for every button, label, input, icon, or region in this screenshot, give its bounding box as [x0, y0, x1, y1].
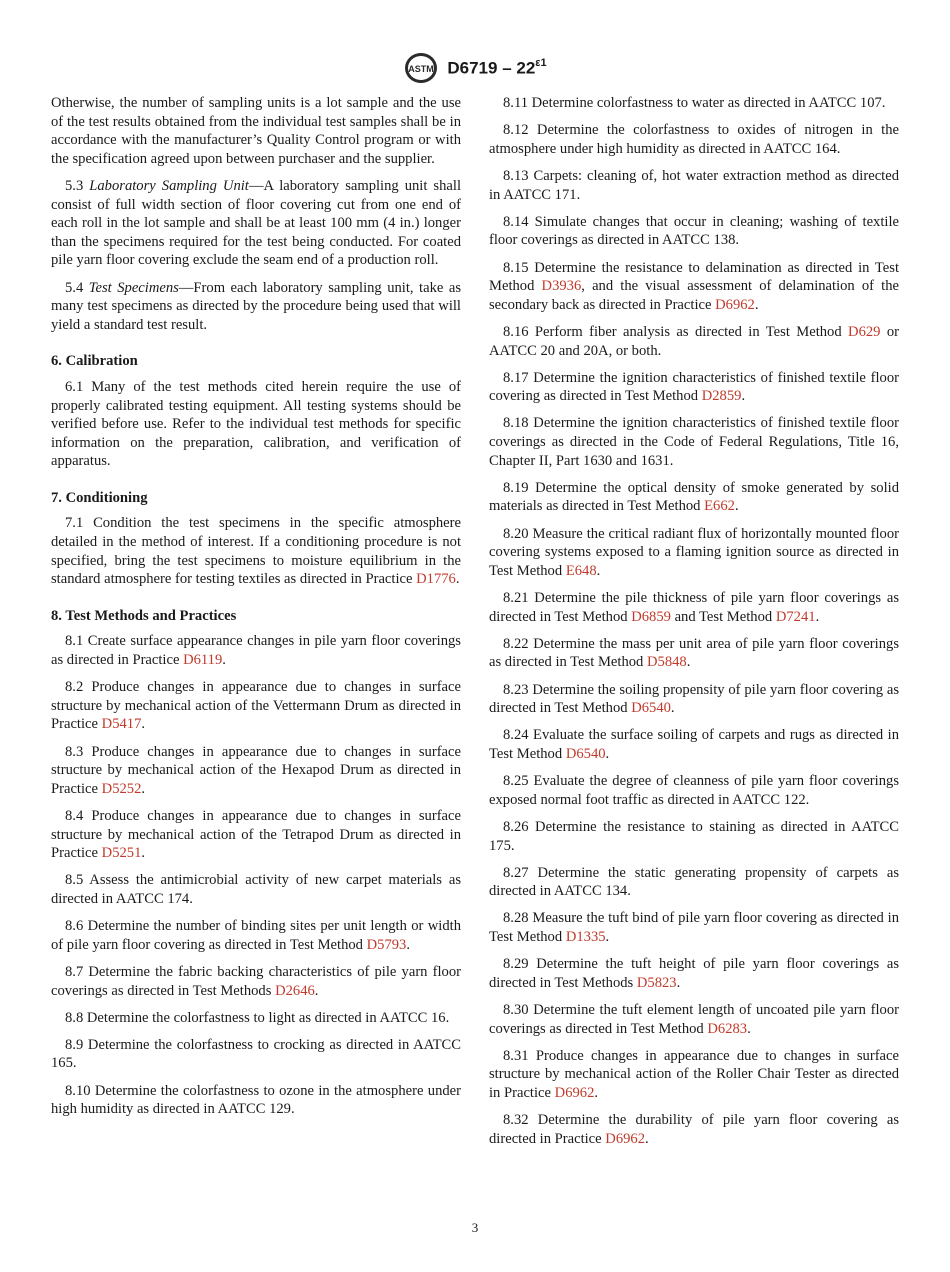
link-d6962[interactable]: D6962 [554, 1085, 595, 1101]
link-d6283[interactable]: D6283 [707, 1020, 748, 1037]
link-d5848[interactable]: D5848 [647, 654, 687, 671]
link-d6540[interactable]: D6540 [565, 745, 606, 762]
paragraph-8-24: 8.24 Evaluate the surface soiling of carpets and rugs as directed in Test Method D6540. [489, 727, 899, 762]
link-d6859[interactable]: D6859 [631, 608, 671, 625]
paragraph-8-28: 8.28 Measure the tuft bind of pile yarn floor covering as directed in Test Method D1335. [489, 910, 899, 946]
link-e648[interactable]: E648 [565, 562, 597, 579]
section-heading-calibration: 6. Calibration [51, 353, 138, 370]
paragraph-8-14: 8.14 Simulate changes that occur in cleaning; washing of textile floor coverings as directed in AATCC 138. [489, 213, 899, 249]
paragraph-8-23: 8.23 Determine the soiling propensity of pile yarn floor covering as directed in Test Method D6540. [489, 681, 899, 717]
paragraph-8-29: 8.29 Determine the tuft height of pile yarn floor coverings as directed in Test Methods D5823. [489, 956, 899, 991]
link-d3936[interactable]: D3936 [541, 278, 582, 295]
paragraph-8-4: 8.4 Produce changes in appearance due to changes in surface structure by mechanical action of the Tetrapod Drum as directed in Practice D5251. [51, 807, 461, 862]
link-d6119[interactable]: D6119 [183, 652, 223, 669]
page-number: 3 [471, 1220, 479, 1235]
paragraph-8-27: 8.27 Determine the static generating propensity of carpets as directed in AATCC 134. [489, 864, 899, 900]
paragraph-5-4: 5.4 Test Specimens—From each laboratory sampling unit, take as many test specimens as directed by the procedure being used that will yield a standard test result. [51, 279, 461, 333]
link-d2859[interactable]: D2859 [701, 388, 742, 405]
svg-text:ASTM: ASTM [408, 64, 435, 74]
paragraph-8-9: 8.9 Determine the colorfastness to crocking as directed in AATCC 165. [51, 1036, 461, 1072]
paragraph-8-6: 8.6 Determine the number of binding sites per unit length or width of pile yarn floor covering as directed in Test Method D5793. [51, 918, 461, 953]
paragraph-8-17: 8.17 Determine the ignition characteristics of finished textile floor covering as directed in Test Method D2859. [489, 369, 899, 405]
standard-designation: $D6719 - 22^{\varepsilon 1}$ [447, 56, 547, 78]
paragraph-8-18: 8.18 Determine the ignition characteristics of finished textile floor coverings as directed in the Code of Federal Regulations, Title 16, Chapter II, Part 1630 and 1631. [489, 415, 899, 469]
paragraph-8-8: 8.8 Determine the colorfastness to light as directed in AATCC 16. [65, 1009, 450, 1026]
link-d2646[interactable]: D2646 [275, 982, 315, 999]
link-d5823[interactable]: D5823 [636, 974, 677, 991]
link-e662[interactable]: E662 [704, 498, 735, 515]
paragraph-8-2: 8.2 Produce changes in appearance due to changes in surface structure by mechanical action of the Vettermann Drum as directed in Practice D5417. [51, 679, 461, 733]
link-d5417[interactable]: D5417 [101, 716, 142, 733]
astm-logo-icon [403, 52, 439, 84]
paragraph-5-2-continued: Otherwise, the number of sampling units is a lot sample and the use of the test results obtained from the individual test samples shall be in accordance with the manufacturer’s Quality Control program or with the specification agreed upon between purchaser and the supplier. [51, 95, 461, 167]
section-heading-conditioning: 7. Conditioning [51, 489, 148, 506]
paragraph-8-31: 8.31 Produce changes in appearance due to changes in surface structure by mechanical action of the Roller Chair Tester as directed in Practice D6962. [489, 1047, 899, 1101]
link-d629[interactable]: D629 [848, 323, 881, 340]
paragraph-8-16: 8.16 Perform fiber analysis as directed in Test Method D629 or AATCC 20 and 20A, or both. [489, 323, 899, 359]
page-header [0, 51, 950, 85]
link-d6540[interactable]: D6540 [631, 700, 671, 717]
paragraph-8-11: 8.11 Determine colorfastness to water as directed in AATCC 107. [503, 95, 886, 111]
paragraph-8-32: 8.32 Determine the durability of pile yarn floor covering as directed in Practice D6962. [489, 1112, 899, 1147]
paragraph-8-13: 8.13 Carpets: cleaning of, hot water extraction method as directed in AATCC 171. [489, 167, 899, 203]
paragraph-8-26: 8.26 Determine the resistance to staining as directed in AATCC 175. [489, 818, 899, 854]
paragraph-8-12: 8.12 Determine the colorfastness to oxides of nitrogen in the atmosphere under high humidity as directed in AATCC 164. [489, 122, 899, 157]
paragraph-5-3: 5.3 Laboratory Sampling Unit—A laboratory sampling unit shall consist of full width section of floor covering cut from one end of each roll in the lot sample and shall be at least 100 mm (4 in.) longer than the specimens required for the test being conducted. For coated pile yarn floor covering exclude the seam end of a production roll. [51, 177, 461, 269]
paragraph-8-21: 8.21 Determine the pile thickness of pile yarn floor coverings as directed in Test Method D6859 and Test Method D7241. [489, 590, 899, 625]
link-d6962[interactable]: D6962 [605, 1130, 646, 1147]
paragraph-8-1: 8.1 Create surface appearance changes in pile yarn floor coverings as directed in Practice D6119. [51, 633, 461, 669]
link-d1335[interactable]: D1335 [565, 929, 606, 946]
paragraph-8-20: 8.20 Measure the critical radiant flux of horizontally mounted floor covering systems exposed to a flaming ignition source as directed in Test Method E648. [489, 525, 899, 579]
paragraph-7-1: 7.1 Condition the test specimens in the specific atmosphere detailed in the method of interest. If a conditioning procedure is not specified, bring the test specimens to moisture equilibrium in the standard atmosphere for testing textiles as directed in Practice D1776. [51, 515, 461, 588]
paragraph-8-10: 8.10 Determine the colorfastness to ozone in the atmosphere under high humidity as directed in AATCC 129. [51, 1082, 461, 1118]
link-d5251[interactable]: D5251 [101, 845, 142, 862]
link-d6962[interactable]: D6962 [715, 296, 755, 313]
link-d1776[interactable]: D1776 [416, 571, 456, 588]
paragraph-8-22: 8.22 Determine the mass per unit area of pile yarn floor coverings as directed in Test Method D5848. [489, 635, 899, 671]
paragraph-8-5: 8.5 Assess the antimicrobial activity of new carpet materials as directed in AATCC 174. [51, 872, 461, 907]
paragraph-8-15: 8.15 Determine the resistance to delamination as directed in Test Method D3936, and the visual assessment of delamination of the secondary back as directed in Practice D6962. [489, 259, 899, 313]
paragraph-6-1: 6.1 Many of the test methods cited herein require the use of properly calibrated testing equipment. All testing systems should be verified before use. Refer to the individual test methods for specific information on the preparation, calibration, and verification of apparatus. [51, 378, 461, 470]
link-d5793[interactable]: D5793 [366, 936, 407, 953]
paragraph-8-30: 8.30 Determine the tuft element length of uncoated pile yarn floor coverings as directed in Test Method D6283. [489, 1002, 899, 1037]
link-d7241[interactable]: D7241 [775, 608, 816, 625]
paragraph-8-19: 8.19 Determine the optical density of smoke generated by solid materials as directed in Test Method E662. [489, 479, 899, 515]
right-column [489, 94, 899, 1157]
section-heading-test-methods: 8. Test Methods and Practices [51, 607, 237, 624]
paragraph-8-25: 8.25 Evaluate the degree of cleanness of pile yarn floor coverings exposed normal foot traffic as directed in AATCC 122. [489, 773, 899, 808]
left-column [51, 94, 461, 1127]
paragraph-8-3: 8.3 Produce changes in appearance due to changes in surface structure by mechanical action of the Hexapod Drum as directed in Practice D5252. [51, 743, 461, 797]
paragraph-8-7: 8.7 Determine the fabric backing characteristics of pile yarn floor coverings as directed in Test Methods D2646. [51, 963, 461, 999]
link-d5252[interactable]: D5252 [101, 780, 142, 797]
